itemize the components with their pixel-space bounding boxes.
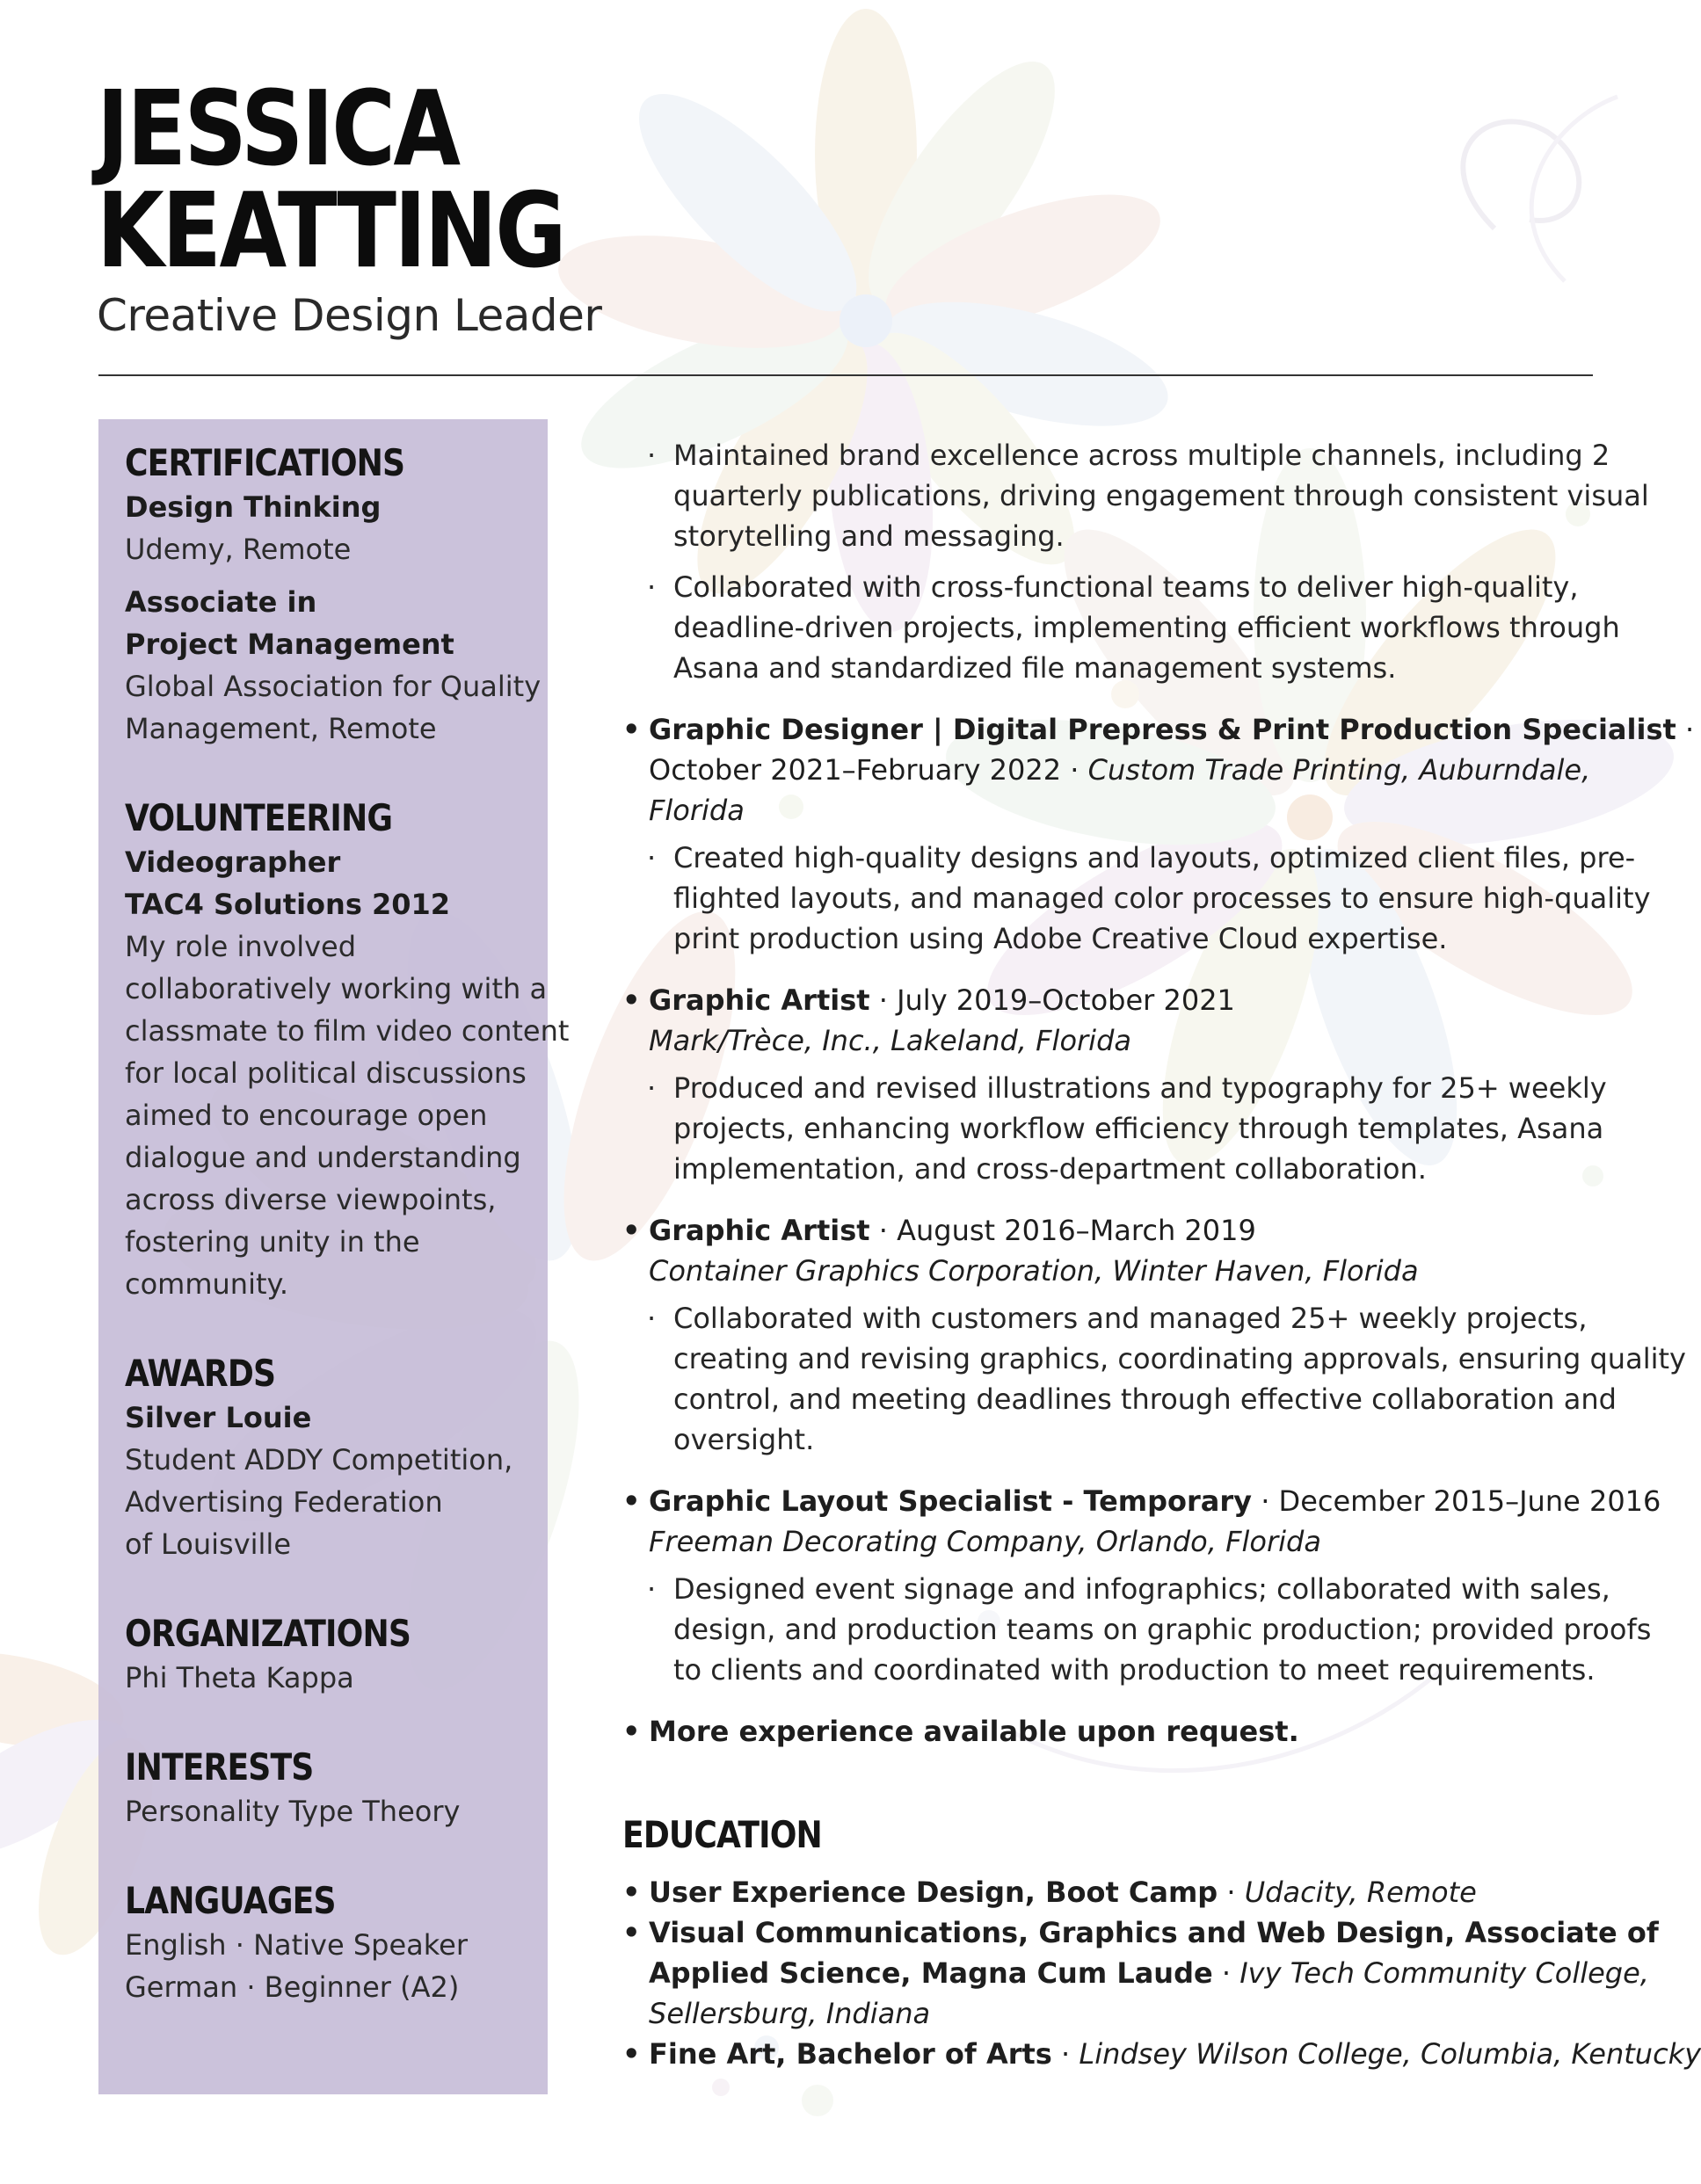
- more-experience-note: • More experience available upon request.: [622, 1711, 1598, 1752]
- certifications-section: [125, 440, 548, 750]
- experience-bullet: · Maintained brand excellence across multiple channels, including 2 quarterly publications, driving engagement through consistent visual storytelling and messaging.: [622, 435, 1598, 556]
- degree: Visual Communications, Graphics and Web Design, Associate of: [649, 1916, 1659, 1949]
- volunteering-section: [125, 795, 570, 1305]
- interest-item: Personality Type Theory: [125, 1795, 461, 1828]
- languages-section: [125, 1878, 548, 2008]
- job-title: Graphic Artist: [649, 983, 870, 1017]
- cert-title: Associate in: [125, 585, 317, 619]
- awards-section: [125, 1351, 548, 1565]
- section-heading: VOLUNTEERING: [125, 796, 393, 839]
- header-divider: [98, 374, 1593, 376]
- last-name: KEATTING: [97, 170, 565, 291]
- cert-detail: Global Association for Quality: [125, 670, 542, 703]
- degree: Applied Science, Magna Cum Laude: [649, 1956, 1213, 1990]
- section-heading: AWARDS: [125, 1352, 276, 1395]
- job-entry: • Graphic Designer | Digital Prepress & Print Production Specialist · October 2021–February 2022 · Custom Trade Printing, Auburndale, Florida: [622, 709, 1598, 831]
- volunteer-description: classmate to film video content: [125, 1014, 570, 1048]
- section-heading: CERTIFICATIONS: [125, 441, 405, 484]
- cert-title: Project Management: [125, 628, 454, 661]
- school: Sellersburg, Indiana: [649, 1997, 931, 2030]
- job-bullet: · Designed event signage and infographics; collaborated with sales, design, and production teams on graphic production; provided proofs to clients and coordinated with production to meet requirements.: [622, 1569, 1598, 1690]
- job-dates: October 2021–February 2022: [649, 753, 1062, 787]
- volunteer-description: My role involved: [125, 930, 357, 963]
- volunteer-description: dialogue and understanding: [125, 1141, 521, 1174]
- bullet-marker: •: [622, 1916, 641, 1949]
- job-entry: • Graphic Artist · August 2016–March 2019 Container Graphics Corporation, Winter Haven, Florida: [622, 1210, 1598, 1291]
- volunteer-role: Videographer: [125, 845, 341, 879]
- interests-section: [125, 1745, 548, 1832]
- award-title: Silver Louie: [125, 1401, 312, 1434]
- job-title: Graphic Artist: [649, 1214, 870, 1247]
- bullet-marker: •: [622, 1214, 641, 1247]
- degree: User Experience Design, Boot Camp: [649, 1876, 1218, 1909]
- award-detail: of Louisville: [125, 1527, 291, 1561]
- job-title: Graphic Layout Specialist - Temporary: [649, 1484, 1253, 1518]
- education-item: • Visual Communications, Graphics and Web Design, Associate of Applied Science, Magna Cum Laude · Ivy Tech Community College, Sellersburg, Indiana: [622, 1912, 1598, 2034]
- sidebar: [98, 419, 570, 2094]
- bullet-marker: •: [622, 1876, 641, 1909]
- bullet-marker: •: [622, 1715, 641, 1748]
- job-title: Graphic Designer | Digital Prepress & Print Production Specialist: [649, 713, 1676, 746]
- cert-detail: Management, Remote: [125, 712, 437, 745]
- bullet-marker: •: [622, 2037, 641, 2071]
- job-company: Freeman Decorating Company, Orlando, Florida: [649, 1525, 1321, 1558]
- school: Ivy Tech Community College,: [1239, 1956, 1649, 1990]
- job-company: Mark/Trèce, Inc., Lakeland, Florida: [649, 1024, 1131, 1057]
- section-heading: INTERESTS: [125, 1745, 314, 1789]
- degree: Fine Art, Bachelor of Arts: [649, 2037, 1052, 2071]
- experience-bullet: · Collaborated with cross-functional teams to deliver high-quality, deadline-driven projects, implementing efficient workflows through Asana and standardized file management systems.: [622, 567, 1598, 688]
- job-dates: December 2015–June 2016: [1278, 1484, 1661, 1518]
- bullet-marker: •: [622, 713, 641, 746]
- volunteer-description: collaboratively working with a: [125, 972, 548, 1005]
- organization-item: Phi Theta Kappa: [125, 1661, 354, 1694]
- organizations-section: [125, 1611, 548, 1699]
- job-entry: • Graphic Layout Specialist - Temporary · December 2015–June 2016 Freeman Decorating Company, Orlando, Florida: [622, 1481, 1598, 1562]
- language-item: English · Native Speaker: [125, 1928, 468, 1962]
- header: [97, 68, 653, 341]
- education-item: • User Experience Design, Boot Camp · Udacity, Remote: [622, 1872, 1598, 1912]
- job-bullet: · Collaborated with customers and managed 25+ weekly projects, creating and revising graphics, coordinating approvals, ensuring quality control, and meeting deadlines through effective collaboration and oversight.: [622, 1298, 1598, 1460]
- language-item: German · Beginner (A2): [125, 1970, 460, 2004]
- education-item: • Fine Art, Bachelor of Arts · Lindsey Wilson College, Columbia, Kentucky: [622, 2034, 1598, 2074]
- bullet-marker: •: [622, 1484, 641, 1518]
- section-heading: ORGANIZATIONS: [125, 1612, 411, 1655]
- job-dates: August 2016–March 2019: [897, 1214, 1256, 1247]
- volunteer-org: TAC4 Solutions 2012: [125, 888, 451, 921]
- job-company: Custom Trade Printing, Auburndale,: [1087, 753, 1591, 787]
- job-company: Container Graphics Corporation, Winter Haven, Florida: [649, 1254, 1419, 1288]
- volunteer-description: community.: [125, 1267, 289, 1301]
- education-heading: EDUCATION: [622, 1813, 822, 1856]
- job-entry: • Graphic Artist · July 2019–October 2021 Mark/Trèce, Inc., Lakeland, Florida: [622, 980, 1598, 1061]
- job-company: Florida: [649, 794, 745, 827]
- job-bullet: · Created high-quality designs and layouts, optimized client files, pre- flighted layouts, and managed color processes to ensure high-quality print production using Adobe Creative Cloud expertise.: [622, 838, 1598, 959]
- job-bullet: · Produced and revised illustrations and typography for 25+ weekly projects, enhancing workflow efficiency through templates, Asana implementation, and cross-department collaboration.: [622, 1068, 1598, 1189]
- school: Udacity, Remote: [1244, 1876, 1477, 1909]
- main-content: [622, 435, 1701, 2074]
- cert-title: Design Thinking: [125, 490, 382, 524]
- first-name: JESSICA: [97, 68, 459, 189]
- volunteer-description: aimed to encourage open: [125, 1099, 488, 1132]
- volunteer-description: for local political discussions: [125, 1056, 527, 1090]
- job-dates: July 2019–October 2021: [897, 983, 1235, 1017]
- bullet-marker: •: [622, 983, 641, 1017]
- volunteer-description: across diverse viewpoints,: [125, 1183, 497, 1216]
- section-heading: LANGUAGES: [125, 1879, 336, 1922]
- award-detail: Student ADDY Competition,: [125, 1443, 513, 1477]
- volunteer-description: fostering unity in the: [125, 1225, 420, 1259]
- school: Lindsey Wilson College, Columbia, Kentucky: [1079, 2037, 1701, 2071]
- cert-detail: Udemy, Remote: [125, 533, 352, 566]
- tagline: Creative Design Leader: [97, 290, 602, 341]
- award-detail: Advertising Federation: [125, 1485, 443, 1519]
